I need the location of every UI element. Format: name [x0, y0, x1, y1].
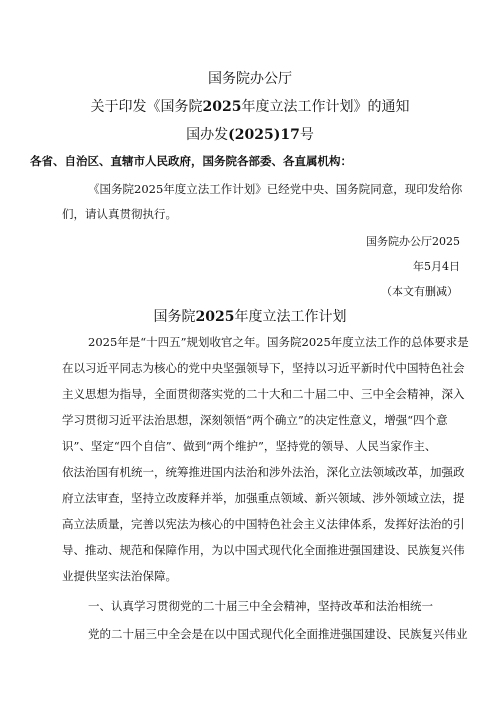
doc-no-year: (2025): [228, 127, 281, 143]
notice-body-line: 《国务院2025年度立法工作计划》已经党中央、国务院同意，现印发给你: [88, 182, 463, 196]
signature-issuer-date: 国务院办公厅2025: [366, 235, 460, 248]
paragraph-line: 识”、坚定“四个自信”、做到“两个维护”，坚持党的领导、人民当家作主、: [62, 439, 437, 453]
paragraph-line: 在以习近平同志为核心的党中央坚强领导下，坚持以习近平新时代中国特色社会: [62, 361, 465, 375]
document-number: [0, 124, 500, 144]
notice-title-post: 年度立法工作计划》的通知: [241, 99, 410, 115]
doc-no-post: 号: [299, 127, 314, 143]
paragraph-line: 业提供坚实法治保障。: [62, 569, 177, 583]
paragraph-line: 高立法质量，完善以宪法为核心的中国特色社会主义法律体系，发挥好法治的引: [62, 517, 465, 531]
issuer-text: 国务院办公厅: [208, 71, 292, 87]
signature-date: 年5月4日: [413, 260, 460, 273]
section-heading: 一、认真学习贯彻党的二十届三中全会精神，坚持改革和法治相统一: [88, 599, 433, 613]
paragraph-line: 党的二十届三中全会是在以中国式现代化全面推进强国建设、民族复兴伟业: [88, 627, 468, 641]
doc-no-pre: 国办发: [186, 127, 229, 143]
notice-title: [0, 96, 500, 116]
paragraph-line: 导、推动、规范和保障作用，为以中国式现代化全面推进强国建设、民族复兴伟: [62, 543, 465, 557]
plan-title-pre: 国务院: [153, 309, 196, 325]
paragraph-line: 2025年是“十四五”规划收官之年。国务院2025年度立法工作的总体要求是: [88, 335, 469, 349]
paragraph-line: 主义思想为指导，全面贯彻落实党的二十大和二十届二中、三中全会精神，深入: [62, 387, 465, 401]
issuer-heading: [0, 68, 500, 88]
addressee: 各省、自治区、直辖市人民政府，国务院各部委、各直属机构：: [30, 154, 352, 168]
paragraph-line: 依法治国有机统一，统筹推进国内法治和涉外法治，深化立法领域改革，加强政: [62, 465, 465, 479]
paragraph-line: 学习贯彻习近平法治思想，深刻领悟“两个确立”的决定性意义，增强“四个意: [62, 413, 448, 427]
notice-title-year: 2025: [202, 99, 242, 115]
paragraph-line: 府立法审查，坚持立改废释并举，加强重点领域、新兴领域、涉外领域立法，提: [62, 491, 465, 505]
plan-title: [0, 306, 500, 326]
notice-body-line: 们，请认真贯彻执行。: [62, 207, 177, 221]
doc-no-num: 17: [280, 127, 300, 143]
plan-title-post: 年度立法工作计划: [234, 309, 347, 325]
notice-title-pre: 关于印发《国务院: [90, 99, 203, 115]
abridged-note: （本文有删减）: [381, 285, 458, 298]
plan-title-year: 2025: [195, 309, 235, 325]
